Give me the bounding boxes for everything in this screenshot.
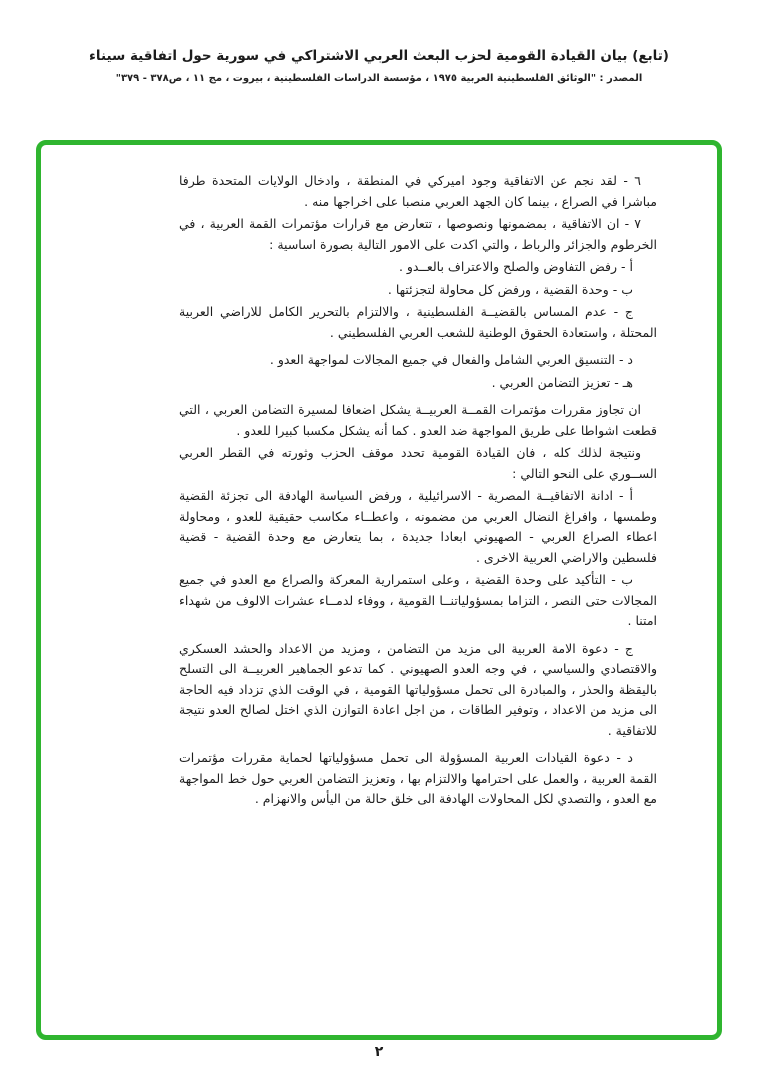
document-header: [0, 48, 758, 84]
body-paragraph: أ - ادانة الاتفاقيــة المصرية - الاسرائيلية ، ورفض السياسة الهادفة الى تجزئة القضية وطمسها ، وافراغ النضال العربي من مضمونه ، واعطــاء مكاسب حقيقية للعدو ، ومحاولة اعطاء الصراع العربي - الصهيوني ابعادا جديدة ، بما يتعارض مع وحدة القضية - قضية فلسطين والاراضي العربية الاخرى .: [179, 488, 657, 565]
page-number: ٢: [374, 1044, 384, 1060]
body-paragraph: ج - دعوة الامة العربية الى مزيد من التضامن ، ومزيد من الاعداد والحشد العسكري والاقتصادي والسياسي ، في وجه العدو الصهيوني . كما تدعو الجماهير العربيــة الى التسلح باليقظة والحذر ، والمبادرة الى تحمل مسؤولياتها القومية ، في الوقت الذي تزداد فيه الحاجة الى مزيد من الاعداد ، وتوفير الطاقات ، من اجل اعادة التوازن الذي اختل لصالح العدو نتيجة للاتفاقية .: [179, 640, 657, 738]
source-citation: المصدر : "الوثائق الفلسطينية العربية ١٩٧٥ ، مؤسسة الدراسات الفلسطينية ، بيروت ، مج ١١ ، ص٣٧٨ - ٣٧٩": [115, 73, 643, 84]
body-paragraph: د - دعوة القيادات العربية المسؤولة الى تحمل مسؤولياتها لحماية مقررات مؤتمرات القمة العربية ، والعمل على احترامها والالتزام بها ، وتعزيز التضامن العربي حول خط المواجهة مع العدو ، والتصدي لكل المحاولات الهادفة الى خلق حالة من اليأس والانهزام .: [179, 750, 657, 806]
content-border-box: [36, 140, 722, 1040]
body-paragraph: هـ - تعزيز التضامن العربي .: [491, 374, 633, 390]
body-paragraph: ونتيجة لذلك كله ، فان القيادة القومية تحدد موقف الحزب وثورته في القطر العربي الســوري على النحو التالي :: [179, 445, 657, 481]
body-paragraph: د - التنسيق العربي الشامل والفعال في جميع المجالات لمواجهة العدو .: [269, 352, 633, 367]
body-paragraph: ٧ - ان الاتفاقية ، بمضمونها ونصوصها ، تتعارض مع قرارات مؤتمرات القمة العربية ، في الخرطوم والجزائر والرباط ، والتي اكدت على الامور التالية بصورة اساسية :: [179, 216, 657, 252]
body-paragraph: أ - رفض التفاوض والصلح والاعتراف بالعــدو .: [398, 259, 633, 274]
body-paragraph: ج - عدم المساس بالقضيــة الفلسطينية ، والالتزام بالتحرير الكامل للاراضي العربية المحتلة ، واستعادة الحقوق الوطنية للشعب العربي الفلسطيني .: [179, 304, 657, 340]
body-paragraph: ان تجاوز مقررات مؤتمرات القمــة العربيــة يشكل اضعافا لمسيرة التضامن العربي ، التي قطعت اشواطا على طريق المواجهة ضد العدو . كما أنه يشكل مكسبا كبيرا للعدو .: [179, 402, 657, 438]
body-paragraph: ب - وحدة القضية ، ورفض كل محاولة لتجزئتها .: [387, 281, 633, 297]
document-title: (تابع) بيان القيادة القومية لحزب البعث العربي الاشتراكي في سورية حول اتفاقية سيناء: [89, 48, 669, 64]
body-paragraph: ب - التأكيد على وحدة القضية ، وعلى استمرارية المعركة والصراع مع العدو في جميع المجالات حتى النصر ، التزاما بمسؤولياتنــا القومية ، ووفاء لدمــاء عشرات الالوف من شهداء امتنا .: [179, 572, 657, 628]
body-paragraph: ٦ - لقد نجم عن الاتفاقية وجود اميركي في المنطقة ، وادخال الولايات المتحدة طرفا مباشرا في الصراع ، بينما كان الجهد العربي منصبا على اخراجها منه .: [179, 173, 657, 209]
document-body: [179, 171, 657, 812]
